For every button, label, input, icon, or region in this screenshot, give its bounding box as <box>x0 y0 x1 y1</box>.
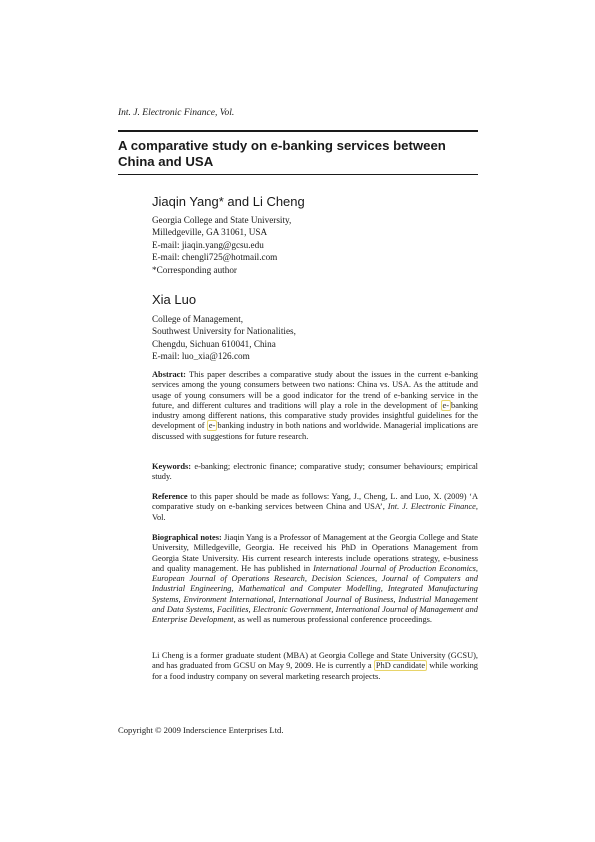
email-line[interactable]: E-mail: luo_xia@126.com <box>152 351 250 362</box>
abstract-label: Abstract: <box>152 370 186 379</box>
abstract-text: banking industry in both nations and worldwide. Managerial implications are discussed with suggestions for future research. <box>152 421 479 441</box>
reference-text: to this paper should be made as follows: Yang, J., Cheng, L. and Luo, X. (2009) ‘A comparative study on e-banking services between China and USA’, <box>152 492 479 512</box>
paper-title: A comparative study on e-banking services between China and USA <box>118 138 446 169</box>
author-names-1: Jiaqin Yang* and Li Cheng <box>152 194 305 209</box>
affiliation-line: Southwest University for Nationalities, <box>152 326 296 337</box>
reference-text: , Vol. <box>152 502 478 522</box>
corresponding-note: *Corresponding author <box>152 264 237 275</box>
journal-header: Int. J. Electronic Finance, Vol. <box>118 108 235 118</box>
author-names-2: Xia Luo <box>152 292 197 307</box>
reference-label: Reference <box>152 492 188 501</box>
bio-label: Biographical notes: <box>152 533 222 542</box>
bio-text: , as well as numerous professional conference proceedings. <box>233 615 433 625</box>
affiliation-line: College of Management, <box>152 314 244 324</box>
top-rule <box>118 130 478 132</box>
reference <box>152 492 478 523</box>
keywords <box>152 462 478 483</box>
email-line[interactable]: E-mail: jiaqin.yang@gcsu.edu <box>152 239 264 250</box>
affiliation-line: Milledgeville, GA 31061, USA <box>152 227 268 238</box>
keywords-label: Keywords: <box>152 462 192 471</box>
affiliation-line: Chengdu, Sichuan 610041, China <box>152 338 276 349</box>
affiliation-2 <box>152 313 478 363</box>
reference-journal: Int. J. Electronic Finance <box>387 502 476 512</box>
biographical-notes <box>152 533 478 626</box>
abstract-text: This paper describes a comparative study about the issues in the current e-banking services among the young consumers between two nations: China vs. USA. As the attitude and usage of young consumers will be a good indicator for the trend of e-banking service in the future, and different cultures and traditions will play a role in the development of <box>152 370 478 410</box>
biographical-notes-2 <box>152 651 478 682</box>
email-line[interactable]: E-mail: chengli725@hotmail.com <box>152 252 278 263</box>
keywords-text: e-banking; electronic finance; comparative study; consumer behaviours; empirical study. <box>152 462 478 482</box>
title-rule <box>118 174 478 175</box>
bio2-text: Li Cheng is a former graduate student (MBA) at Georgia College and State University (GCSU), and has graduated from GCSU on May 9, 2009. He is currently a <box>152 651 478 671</box>
affiliation-line: Georgia College and State University, <box>152 215 292 225</box>
copyright: Copyright © 2009 Inderscience Enterprises Ltd. <box>118 725 284 735</box>
affiliation-1 <box>152 214 478 276</box>
highlight-annotation[interactable]: PhD candidate <box>375 661 426 671</box>
bio-text: Jiaqin Yang is a Professor of Management at the Georgia College and State University, Milledgeville, Georgia. He received his PhD in Operations Management from Georgia State University. His current research interests include operations strategy, e-business and quality management. He has published in <box>152 533 478 573</box>
abstract-text: banking industry among different nations, this comparative study provides insightful guidelines for the development of <box>152 400 478 431</box>
bio-journals: International Journal of Production Economics, European Journal of Operations Research, Decision Sciences, Journal of Computers and Industrial Engineering, Mathematical and Computer Modelling, Integrated Manufacturing Systems, Environment International, International Journal of Business, Industrial Management and Data Systems, Facilities, Electronic Government, International Journal of Management and Enterprise Development <box>152 563 479 625</box>
highlight-annotation[interactable]: e- <box>208 421 216 431</box>
highlight-annotation[interactable]: e- <box>442 400 450 410</box>
bio2-text: while working for a food industry company on several marketing research projects. <box>152 661 478 681</box>
abstract <box>152 370 478 442</box>
